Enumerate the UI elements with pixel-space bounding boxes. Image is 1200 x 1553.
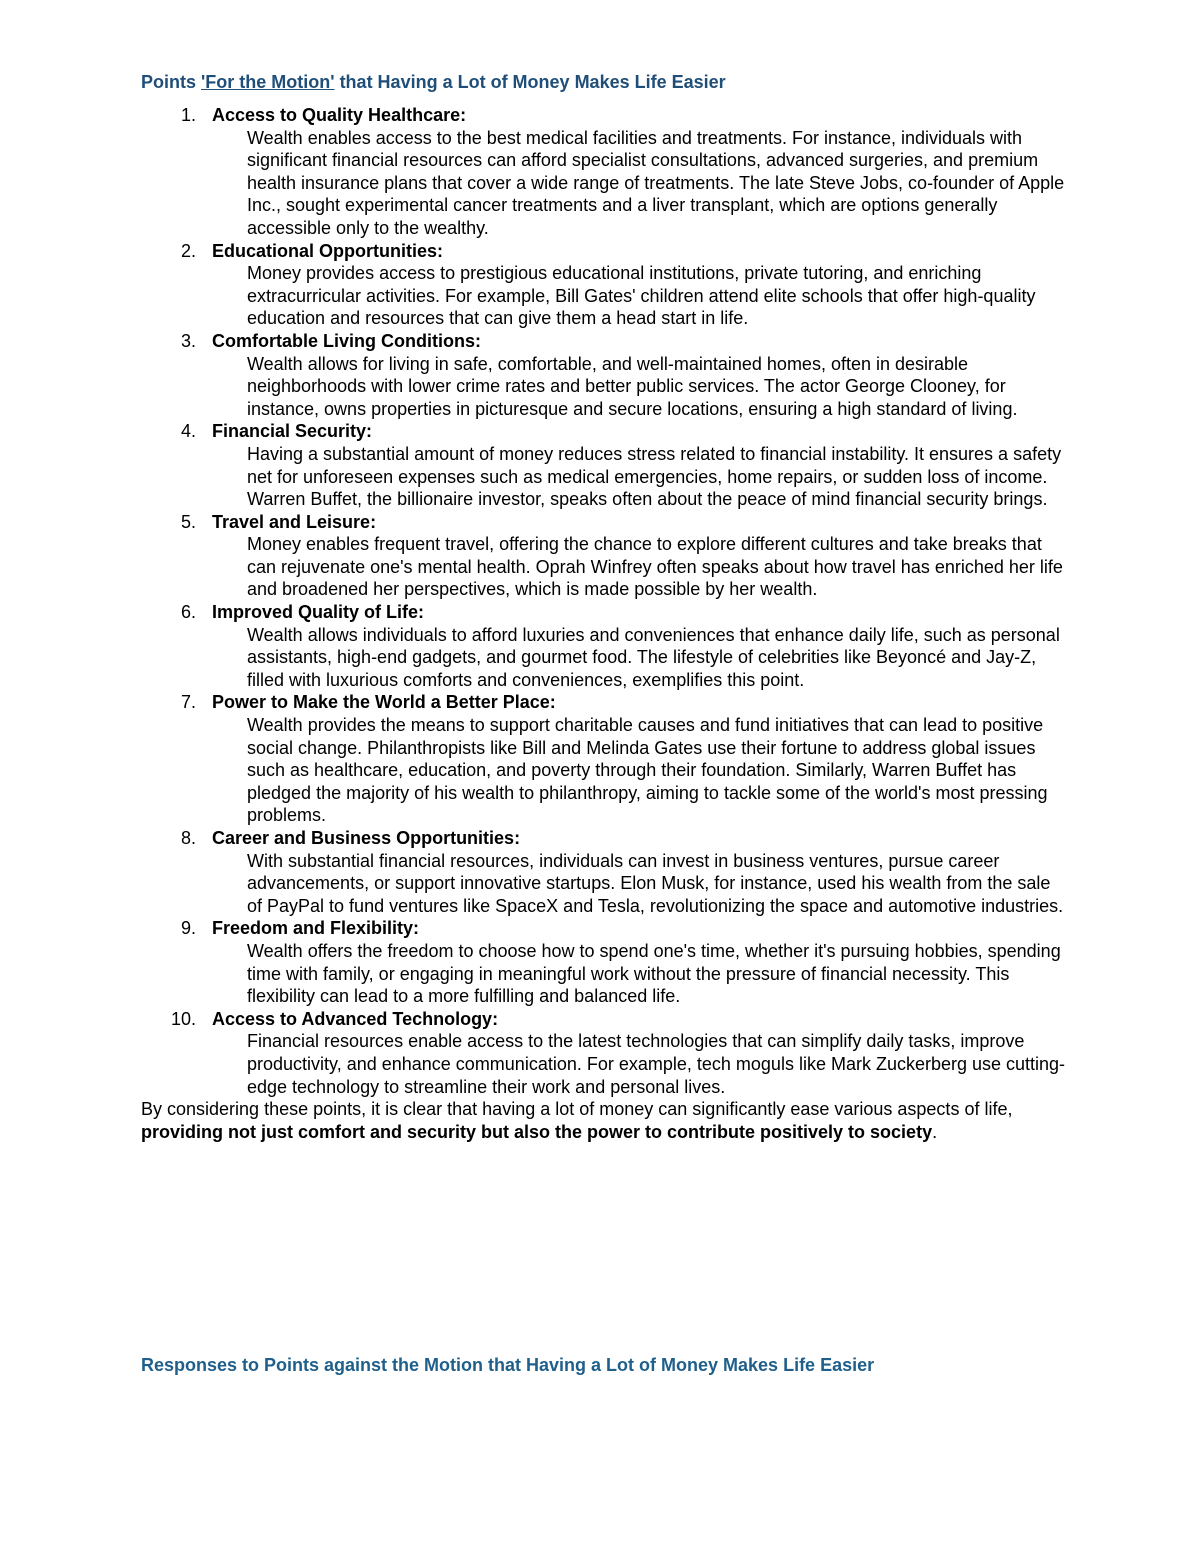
item-number: 4.	[180, 421, 196, 442]
item-title: Power to Make the World a Better Place:	[212, 692, 556, 713]
heading-prefix: Points	[141, 72, 202, 92]
item-body: With substantial financial resources, individuals can invest in business ventures, pursue career advancements, or support innovative startups. Elon Musk, for instance, used his wealth from the sale of PayPal to fund ventures like SpaceX and Tesla, revolutionizing the space and automotive industries.	[247, 850, 1064, 916]
item-number: 7.	[180, 692, 196, 713]
list-item	[141, 691, 1066, 827]
item-body: Wealth allows for living in safe, comfortable, and well-maintained homes, often in desirable neighborhoods with lower crime rates and better public services. The actor George Clooney, for instance, owns properties in picturesque and secure locations, ensuring a high standard of living.	[247, 353, 1018, 419]
item-title: Educational Opportunities:	[212, 240, 444, 261]
item-title: Career and Business Opportunities:	[212, 828, 521, 848]
item-body: Money provides access to prestigious educational institutions, private tutoring, and enriching extracurricular activities. For example, Bill Gates' children attend elite schools that offer high-quality education and resources that can give them a head start in life.	[247, 263, 1036, 329]
item-body: Wealth provides the means to support charitable causes and fund initiatives that can lead to positive social change. Philanthropists like Bill and Melinda Gates use their fortune to address global issues such as healthcare, education, and poverty through their foundation. Similarly, Warren Buffet has pledged the majority of his wealth to philanthropy, aiming to tackle some of the world's most pressing problems.	[247, 715, 1048, 826]
item-title: Freedom and Flexibility:	[212, 918, 420, 939]
item-body: Money enables frequent travel, offering the chance to explore different cultures and take breaks that can rejuvenate one's mental health. Oprah Winfrey often speaks about how travel has enriched her life and broadened her perspectives, which is made possible by her wealth.	[247, 534, 1063, 600]
item-number: 3.	[180, 330, 196, 351]
list-item	[141, 1008, 1066, 1098]
item-title: Access to Quality Healthcare:	[212, 105, 467, 125]
item-body: Financial resources enable access to the latest technologies that can simplify daily tasks, improve productivity, and enhance communication. For example, tech moguls like Mark Zuckerberg use cutting-edge technology to streamline their work and personal lives.	[247, 1031, 1066, 1097]
item-body: Wealth allows individuals to afford luxuries and conveniences that enhance daily life, such as personal assistants, high-end gadgets, and gourmet food. The lifestyle of celebrities like Beyoncé and Jay-Z, filled with luxurious comforts and conveniences, exemplifies this point.	[247, 624, 1060, 690]
conclusion-end: .	[932, 1121, 938, 1142]
item-number: 5.	[180, 511, 196, 532]
list-item	[141, 330, 1066, 420]
document-page	[141, 70, 1066, 1143]
list-item	[141, 104, 1066, 240]
list-item	[141, 827, 1066, 917]
conclusion-paragraph	[141, 1098, 1066, 1143]
item-title: Financial Security:	[212, 421, 373, 442]
list-item	[141, 917, 1066, 1007]
item-number: 6.	[180, 602, 196, 623]
list-item	[141, 240, 1066, 330]
item-title: Comfortable Living Conditions:	[212, 330, 481, 351]
item-number: 9.	[180, 918, 196, 939]
heading-underlined: 'For the Motion'	[201, 72, 335, 92]
item-body: Wealth offers the freedom to choose how to spend one's time, whether it's pursuing hobbies, spending time with family, or engaging in meaningful work without the pressure of financial necessity. This flexibility can lead to a more fulfilling and balanced life.	[247, 940, 1061, 1007]
heading-suffix: that Having a Lot of Money Makes Life Easier	[334, 72, 726, 92]
item-body: Wealth enables access to the best medical facilities and treatments. For instance, individuals with significant financial resources can afford specialist consultations, advanced surgeries, and premium health insurance plans that cover a wide range of treatments. The late Steve Jobs, co-founder of Apple Inc., sought experimental cancer treatments and a liver transplant, which are options generally accessible only to the wealthy.	[247, 127, 1065, 238]
item-body: Having a substantial amount of money reduces stress related to financial instability. It ensures a safety net for unforeseen expenses such as medical emergencies, home repairs, or sudden loss of income. Warren Buffet, the billionaire investor, speaks often about the peace of mind financial security brings.	[247, 443, 1062, 510]
item-number: 10.	[170, 1008, 196, 1029]
list-item	[141, 420, 1066, 510]
item-number: 1.	[180, 105, 196, 125]
item-number: 2.	[180, 240, 196, 261]
conclusion-bold: providing not just comfort and security but also the power to contribute positively to society	[141, 1121, 933, 1142]
response-heading: Responses to Points against the Motion that Having a Lot of Money Makes Life Easier	[141, 1355, 875, 1375]
item-number: 8.	[180, 828, 196, 848]
list-item	[141, 511, 1066, 601]
points-list	[141, 104, 1066, 1098]
item-title: Improved Quality of Life:	[212, 602, 425, 623]
item-title: Travel and Leisure:	[212, 511, 377, 532]
list-item	[141, 601, 1066, 691]
section-heading	[141, 70, 1066, 94]
item-title: Access to Advanced Technology:	[212, 1008, 499, 1029]
conclusion-plain: By considering these points, it is clear that having a lot of money can significantly ease various aspects of life,	[141, 1099, 1013, 1120]
